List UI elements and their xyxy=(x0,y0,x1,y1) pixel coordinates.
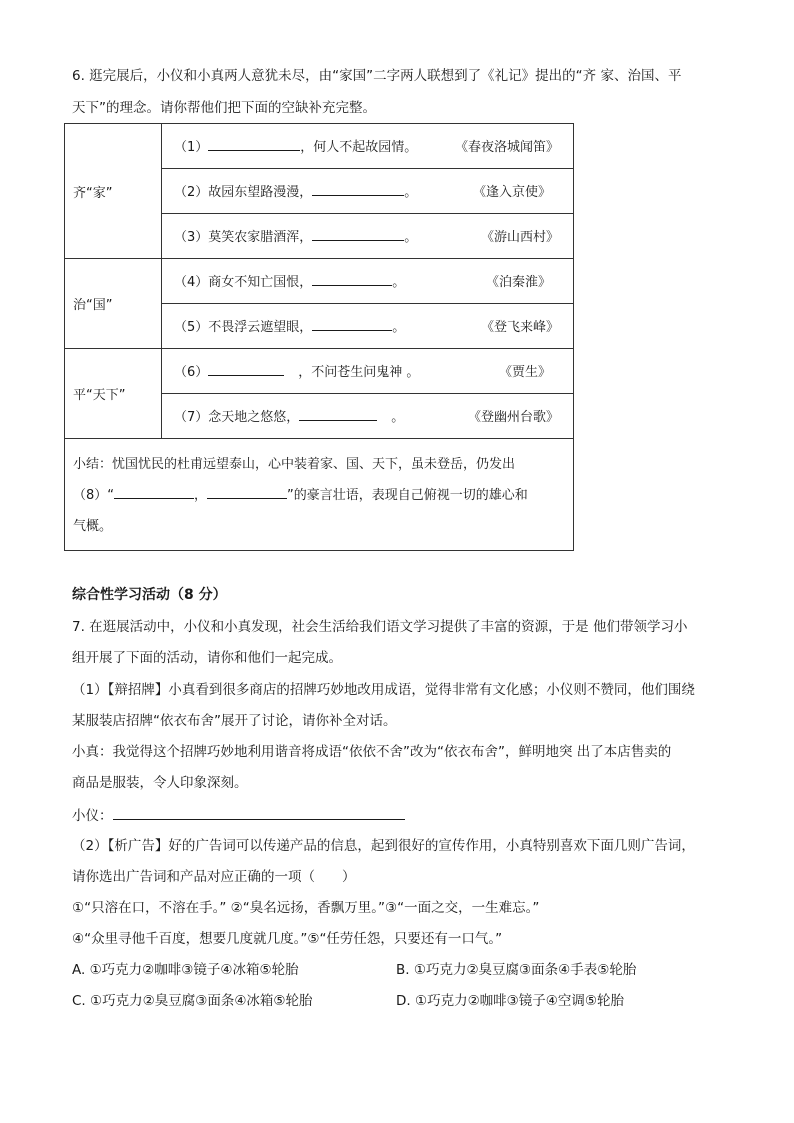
poem-table xyxy=(64,123,574,551)
yi-dialogue: 小仪： xyxy=(72,805,405,826)
poem-entry-1: （1） ，何人不起故园情。 《春夜洛城闻笛》 xyxy=(162,124,574,169)
poem-entry-7: （7）念天地之悠悠， 。 《登幽州台歌》 xyxy=(162,394,574,439)
summary-cell: 小结：忧国忧民的杜甫远望泰山，心中装着家、国、天下，虽未登岳，仍发出 （8）“ ， ”的豪言壮语，表现自己俯视一切的雄心和 气概。 xyxy=(65,439,574,551)
answer-blank-2[interactable] xyxy=(312,181,404,196)
q6-intro-line2: 天下”的理念。请你帮他们把下面的空缺补充完整。 xyxy=(72,100,376,116)
category-zhiguo: 治“国” xyxy=(65,259,162,349)
poem-entry-2: （2）故园东望路漫漫， 。 《逢入京使》 xyxy=(162,169,574,214)
poem-source: 《登飞来峰》 xyxy=(480,320,559,335)
table-row xyxy=(65,439,574,551)
q7-part1-line1: （1）【辩招牌】小真看到很多商店的招牌巧妙地改用成语，觉得非常有文化感；小仪则不赞同，他们围绕 xyxy=(72,682,695,698)
poem-source: 《登幽州台歌》 xyxy=(467,410,559,425)
q6-intro-line1: 6. 逛完展后，小仪和小真两人意犹未尽，由“家国”二字两人联想到了《礼记》提出的“齐 家、治国、平 xyxy=(72,68,682,84)
poem-source: 《逢入京使》 xyxy=(472,185,551,200)
option-c[interactable]: C. ①巧克力②臭豆腐③面条④冰箱⑤轮胎 xyxy=(72,993,313,1009)
poem-source: 《贾生》 xyxy=(498,365,551,380)
q7-part1-line2: 某服装店招牌“依衣布舍”展开了讨论，请你补全对话。 xyxy=(72,713,397,729)
q7-intro-line1: 7. 在逛展活动中，小仪和小真发现，社会生活给我们语文学习提供了丰富的资源，于是 他们带领学习小 xyxy=(72,619,688,635)
answer-blank-1[interactable] xyxy=(208,136,300,151)
option-b[interactable]: B. ①巧克力②臭豆腐③面条④手表⑤轮胎 xyxy=(396,962,637,978)
q7-intro-line2: 组开展了下面的活动，请你和他们一起完成。 xyxy=(72,650,342,666)
answer-blank-6[interactable] xyxy=(208,361,284,376)
poem-entry-5: （5）不畏浮云遮望眼， 。 《登飞来峰》 xyxy=(162,304,574,349)
table-row xyxy=(65,259,574,304)
answer-blank-5[interactable] xyxy=(312,316,392,331)
poem-source: 《春夜洛城闻笛》 xyxy=(454,140,559,155)
table-row xyxy=(65,124,574,169)
ads-line1: ①“只溶在口，不溶在手。” ②“臭名远扬，香飘万里。”③“一面之交，一生难忘。” xyxy=(72,900,540,916)
zhen-dialogue-line1: 小真：我觉得这个招牌巧妙地利用谐音将成语“依依不舍”改为“依衣布舍”，鲜明地突 出了本店售卖的 xyxy=(72,744,672,760)
option-a[interactable]: A. ①巧克力②咖啡③镜子④冰箱⑤轮胎 xyxy=(72,962,299,978)
ads-line2: ④“众里寻他千百度，想要几度就几度。”⑤“任劳任怨，只要还有一口气。” xyxy=(72,931,503,947)
answer-blank-7[interactable] xyxy=(299,406,377,421)
q7-part2-line2: 请你选出广告词和产品对应正确的一项（ ） xyxy=(72,869,356,885)
option-d[interactable]: D. ①巧克力②咖啡③镜子④空调⑤轮胎 xyxy=(396,993,624,1009)
poem-source: 《泊秦淮》 xyxy=(485,275,551,290)
q7-part2-line1: （2）【析广告】好的广告词可以传递产品的信息，起到很好的宣传作用，小真特别喜欢下面几则广告词， xyxy=(72,838,695,854)
poem-entry-6: （6） ，不问苍生问鬼神 。 《贾生》 xyxy=(162,349,574,394)
zhen-dialogue-line2: 商品是服装，令人印象深刻。 xyxy=(72,775,248,791)
table-row xyxy=(65,349,574,394)
poem-entry-4: （4）商女不知亡国恨， 。 《泊秦淮》 xyxy=(162,259,574,304)
poem-source: 《游山西村》 xyxy=(480,230,559,245)
yi-answer-blank[interactable] xyxy=(113,805,405,820)
answer-blank-4[interactable] xyxy=(312,271,392,286)
answer-blank-3[interactable] xyxy=(312,226,404,241)
category-qijia: 齐“家” xyxy=(65,124,162,259)
answer-blank-8a[interactable] xyxy=(114,484,194,499)
category-pingtianxia: 平“天下” xyxy=(65,349,162,439)
poem-entry-3: （3）莫笑农家腊酒浑， 。 《游山西村》 xyxy=(162,214,574,259)
answer-blank-8b[interactable] xyxy=(207,484,287,499)
section-title: 综合性学习活动（8 分） xyxy=(72,587,227,603)
